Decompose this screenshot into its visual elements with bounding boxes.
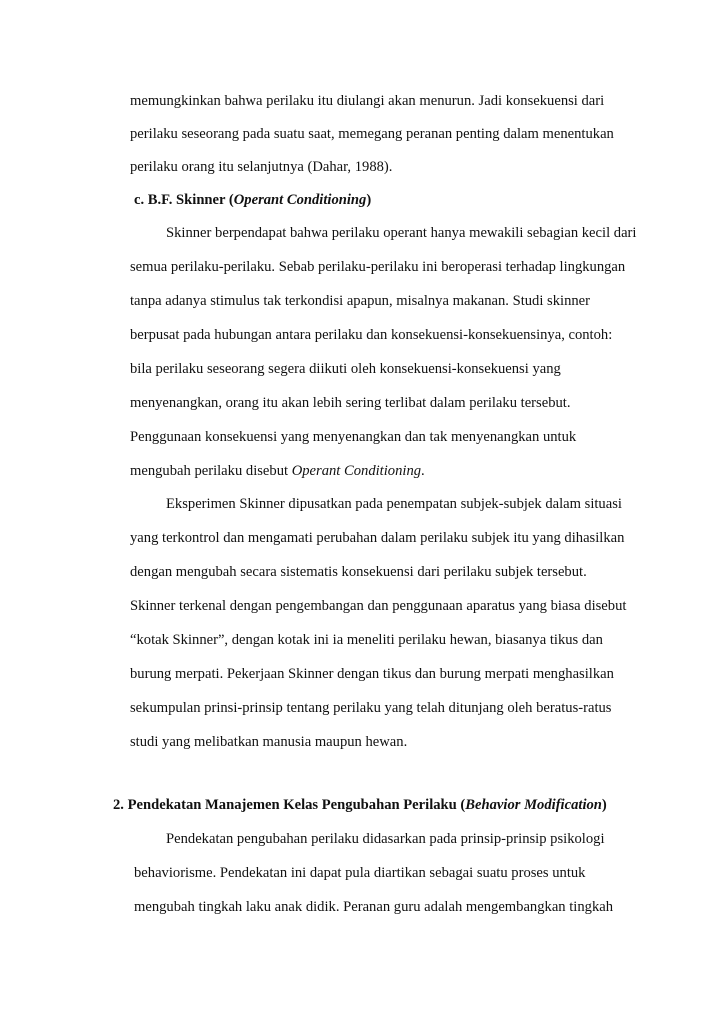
text-line [130, 699, 611, 717]
text-run: yang terkontrol dan mengamati perubahan dalam perilaku subjek itu yang dihasilkan [130, 530, 625, 546]
text-run: Operant Conditioning [291, 463, 422, 479]
text-run: ) [366, 192, 372, 208]
text-line [130, 462, 425, 480]
text-run: bila perilaku seseorang segera diikuti oleh konsekuensi-konsekuensi yang [130, 361, 561, 377]
text-run: semua perilaku-perilaku. Sebab perilaku-perilaku ini beroperasi terhadap lingkungan [130, 259, 626, 275]
paragraph-first-line [166, 224, 636, 242]
text-run: Operant Conditioning [233, 192, 367, 208]
paragraph-first-line [166, 830, 605, 848]
text-run: Skinner berpendapat bahwa perilaku operant hanya mewakili sebagian kecil dari [166, 225, 637, 241]
text-line [134, 864, 585, 882]
subsection-heading [134, 191, 371, 209]
text-line [130, 360, 561, 378]
text-run: dengan mengubah secara sistematis konsekuensi dari perilaku subjek tersebut. [130, 564, 587, 580]
text-run: Penggunaan konsekuensi yang menyenangkan dan tak menyenangkan untuk [130, 429, 577, 445]
text-line [130, 394, 571, 412]
text-run: menyenangkan, orang itu akan lebih sering terlibat dalam perilaku tersebut. [130, 395, 571, 411]
text-line [130, 125, 614, 143]
text-run: ) [601, 797, 607, 813]
text-run: mengubah perilaku disebut [130, 463, 292, 479]
text-line [130, 326, 612, 344]
text-run: memungkinkan bahwa perilaku itu diulangi akan menurun. Jadi konsekuensi dari [130, 93, 605, 109]
text-run: Eksperimen Skinner dipusatkan pada penempatan subjek-subjek dalam situasi [166, 496, 622, 512]
text-run: behaviorisme. Pendekatan ini dapat pula diartikan sebagai suatu proses untuk [134, 865, 586, 881]
text-line [130, 292, 590, 310]
text-line [130, 733, 407, 751]
paragraph-first-line [166, 495, 622, 513]
text-run: mengubah tingkah laku anak didik. Peranan guru adalah mengembangkan tingkah [134, 899, 614, 915]
text-run: burung merpati. Pekerjaan Skinner dengan tikus dan burung merpati menghasilkan [130, 666, 614, 682]
text-run: perilaku orang itu selanjutnya (Dahar, 1988). [130, 159, 393, 175]
text-line [130, 428, 576, 446]
text-line [130, 563, 587, 581]
text-line [130, 529, 624, 547]
text-line [130, 597, 626, 615]
section-heading [113, 796, 607, 814]
text-run: “kotak Skinner”, dengan kotak ini ia meneliti perilaku hewan, biasanya tikus dan [130, 632, 603, 648]
text-run: Behavior Modification [465, 797, 602, 813]
text-run: tanpa adanya stimulus tak terkondisi apapun, misalnya makanan. Studi skinner [130, 293, 591, 309]
text-run: perilaku seseorang pada suatu saat, memegang peranan penting dalam menentukan [130, 126, 614, 142]
text-line [130, 631, 603, 649]
text-run: studi yang melibatkan manusia maupun hewan. [130, 734, 408, 750]
text-line [130, 158, 392, 176]
text-run: berpusat pada hubungan antara perilaku dan konsekuensi-konsekuensinya, contoh: [130, 327, 613, 343]
text-run: 2. Pendekatan Manajemen Kelas Pengubahan Perilaku ( [113, 797, 466, 813]
text-run: . [421, 463, 425, 479]
text-line [130, 92, 604, 110]
text-run: sekumpulan prinsi-prinsip tentang perilaku yang telah ditunjang oleh beratus-ratus [130, 700, 612, 716]
text-line [130, 665, 614, 683]
text-run: c. B.F. Skinner ( [134, 192, 234, 208]
text-run: Skinner terkenal dengan pengembangan dan penggunaan aparatus yang biasa disebut [130, 598, 627, 614]
text-run: Pendekatan pengubahan perilaku didasarkan pada prinsip-prinsip psikologi [166, 831, 605, 847]
text-line [134, 898, 613, 916]
text-line [130, 258, 625, 276]
